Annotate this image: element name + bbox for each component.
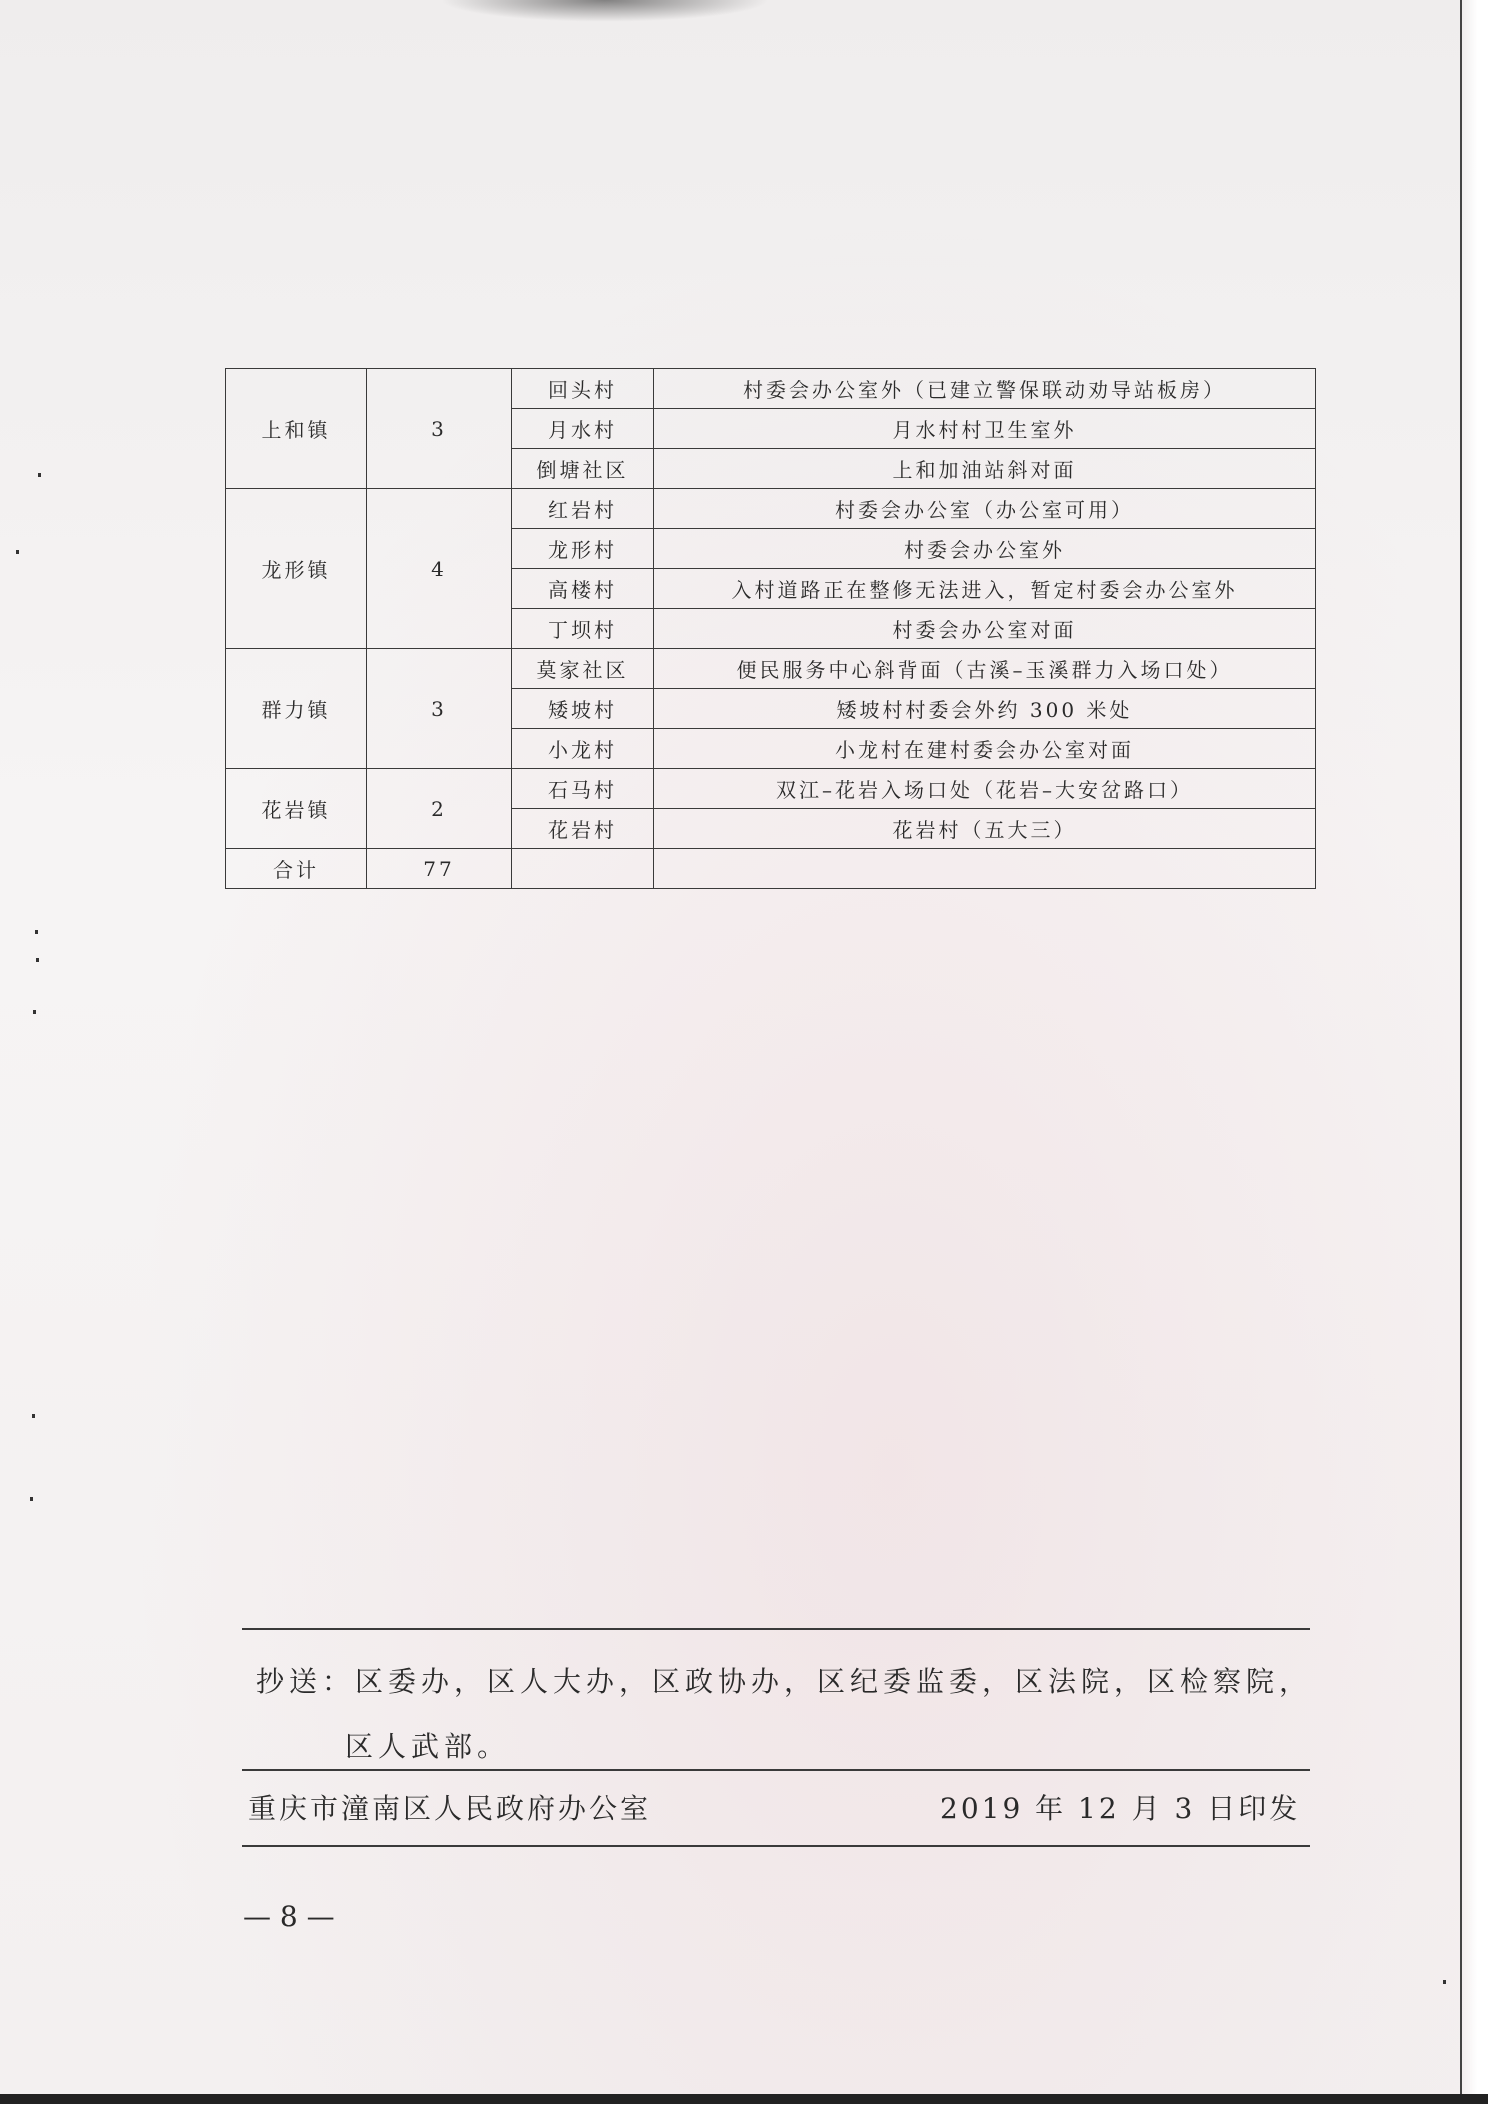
village-cell: 回头村 — [512, 369, 654, 409]
village-cell: 高楼村 — [512, 569, 654, 609]
cc-recipients-line1: 抄送：区委办，区人大办，区政协办，区纪委监委，区法院，区检察院， — [256, 1665, 1313, 1698]
location-cell: 村委会办公室外（已建立警保联动劝导站板房） — [654, 369, 1316, 409]
location-cell: 村委会办公室外 — [654, 529, 1316, 569]
table-row — [226, 489, 1316, 529]
scan-edge-right — [1460, 0, 1488, 2104]
issue-date: 2019 年 12 月 3 日印发 — [940, 1792, 1301, 1825]
empty-cell — [512, 849, 654, 889]
scan-speck — [32, 1414, 35, 1418]
scan-speck — [33, 1010, 36, 1014]
scan-speck — [36, 958, 39, 962]
scan-speck — [16, 550, 19, 554]
count-cell: 3 — [367, 649, 512, 769]
town-cell: 龙形镇 — [226, 489, 367, 649]
town-cell: 群力镇 — [226, 649, 367, 769]
location-cell: 月水村村卫生室外 — [654, 409, 1316, 449]
rule-bottom — [242, 1845, 1310, 1847]
count-cell: 3 — [367, 369, 512, 489]
table-row — [226, 769, 1316, 809]
village-cell: 莫家社区 — [512, 649, 654, 689]
village-cell: 小龙村 — [512, 729, 654, 769]
town-cell: 花岩镇 — [226, 769, 367, 849]
village-cell: 月水村 — [512, 409, 654, 449]
scan-speck — [30, 1497, 33, 1501]
scan-speck — [35, 930, 38, 934]
location-cell: 村委会办公室对面 — [654, 609, 1316, 649]
village-cell: 矮坡村 — [512, 689, 654, 729]
cc-recipients-line2: 区人武部。 — [345, 1730, 511, 1763]
rule-top — [242, 1628, 1310, 1630]
location-cell: 便民服务中心斜背面（古溪–玉溪群力入场口处） — [654, 649, 1316, 689]
scan-edge-bottom — [0, 2094, 1488, 2104]
village-cell: 丁坝村 — [512, 609, 654, 649]
table-row — [226, 649, 1316, 689]
location-cell: 小龙村在建村委会办公室对面 — [654, 729, 1316, 769]
location-cell: 双江–花岩入场口处（花岩–大安岔路口） — [654, 769, 1316, 809]
location-cell: 村委会办公室（办公室可用） — [654, 489, 1316, 529]
scan-speck — [1443, 1980, 1446, 1984]
village-cell: 花岩村 — [512, 809, 654, 849]
scan-speck — [38, 473, 41, 477]
village-cell: 石马村 — [512, 769, 654, 809]
location-cell: 上和加油站斜对面 — [654, 449, 1316, 489]
empty-cell — [654, 849, 1316, 889]
rule-middle — [242, 1769, 1310, 1771]
village-cell: 红岩村 — [512, 489, 654, 529]
location-cell: 矮坡村村委会外约 300 米处 — [654, 689, 1316, 729]
issuer-name: 重庆市潼南区人民政府办公室 — [248, 1792, 652, 1825]
village-cell: 龙形村 — [512, 529, 654, 569]
page-number: — 8 — — [243, 1900, 335, 1933]
total-label-cell: 合计 — [226, 849, 367, 889]
town-cell: 上和镇 — [226, 369, 367, 489]
stations-table — [225, 368, 1316, 889]
village-cell: 倒塘社区 — [512, 449, 654, 489]
scan-shadow — [440, 0, 770, 22]
count-cell: 4 — [367, 489, 512, 649]
table-row — [226, 369, 1316, 409]
stations-table-body — [226, 369, 1316, 889]
total-value-cell: 77 — [367, 849, 512, 889]
count-cell: 2 — [367, 769, 512, 849]
location-cell: 花岩村（五大三） — [654, 809, 1316, 849]
total-row — [226, 849, 1316, 889]
location-cell: 入村道路正在整修无法进入，暂定村委会办公室外 — [654, 569, 1316, 609]
